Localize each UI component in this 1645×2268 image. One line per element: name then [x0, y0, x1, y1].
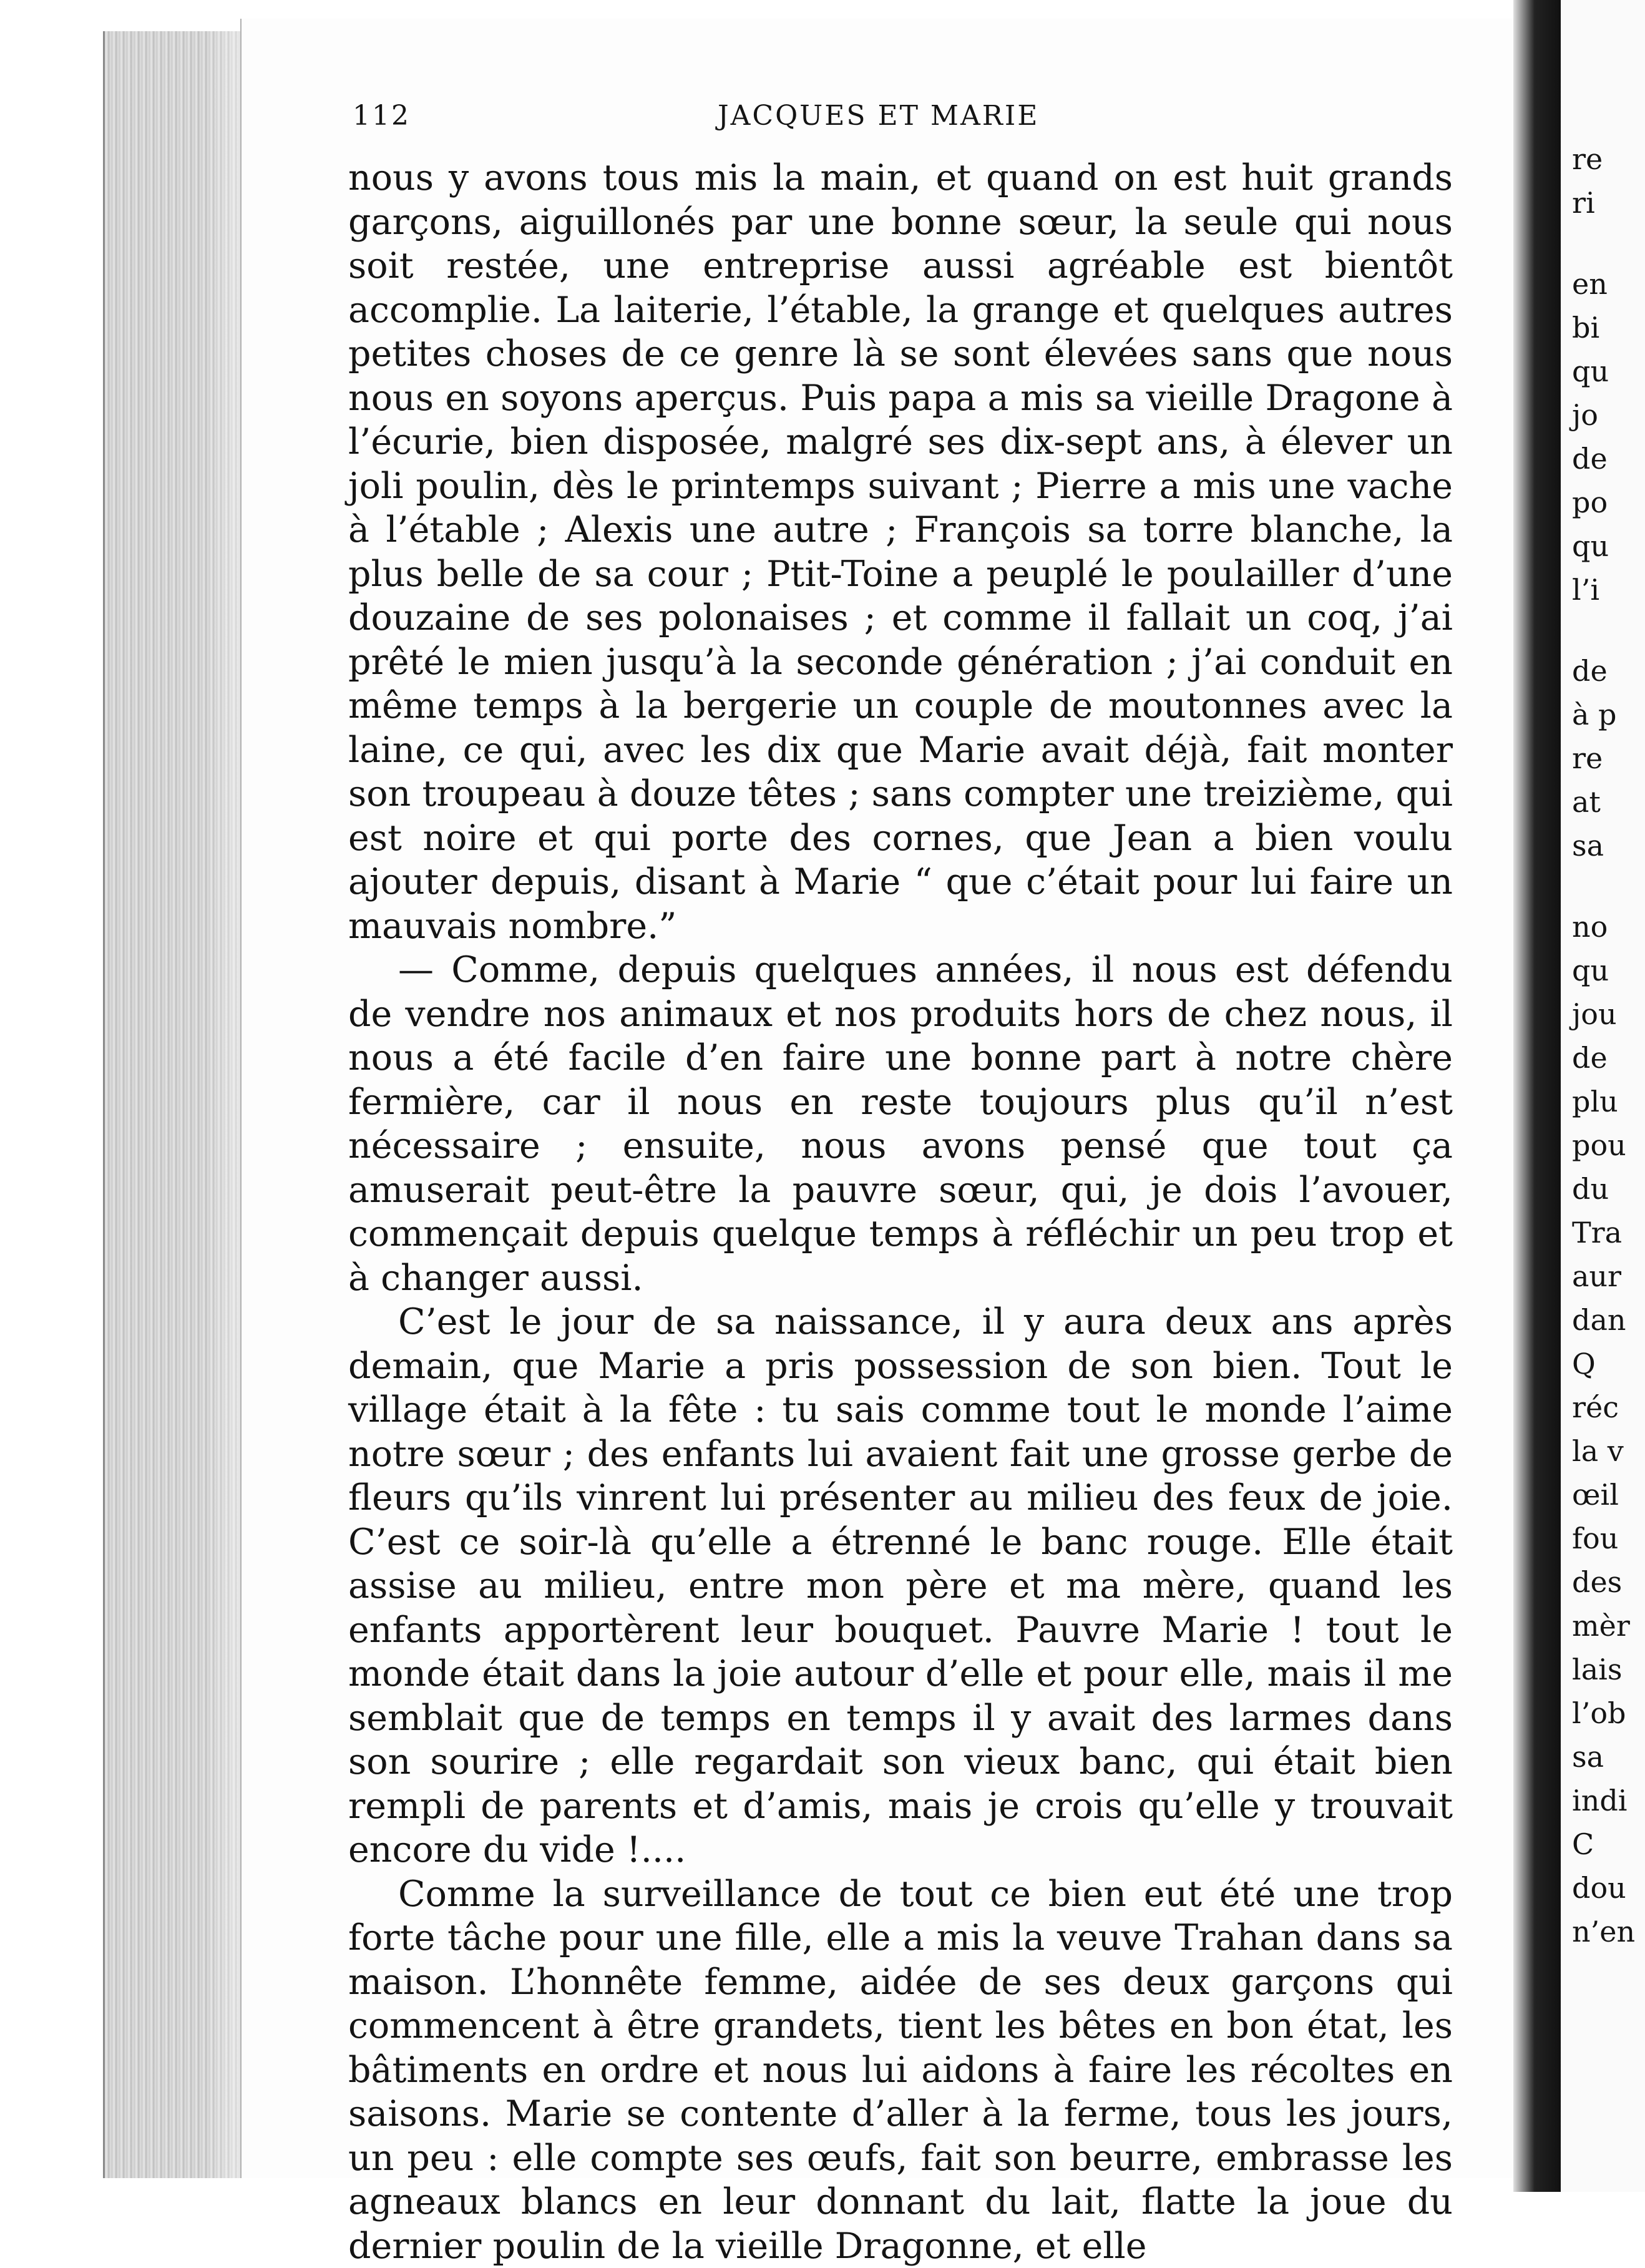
next-page-line: ri [1572, 188, 1595, 217]
page-body-text [348, 156, 1453, 2268]
next-page-line: l’ob [1572, 1699, 1626, 1728]
next-page-line: po [1572, 488, 1608, 517]
next-page-line: no [1572, 912, 1608, 941]
paragraph-4: Comme la surveillance de tout ce bien eut été une trop forte tâche pour une fille, elle a mis la veuve Trahan dans sa maison. L’honnête femme, aidée de ses deux garçons qui commencent à être grandets, tient les bêtes en bon état, les bâtiments en ordre et nous lui aidons à faire les récoltes en saisons. Marie se contente d’aller à la ferme, tous les jours, un peu : elle compte ses œufs, fait son beurre, embrasse les agneaux blancs en leur donnant du lait, flatte la joue du dernier poulin de la vieille Dragonne, et elle [348, 1872, 1453, 2268]
next-page-line: des [1572, 1568, 1622, 1596]
next-page-line: qu [1572, 956, 1609, 985]
next-page-line: C [1572, 1830, 1594, 1859]
next-page-line: réc [1572, 1393, 1619, 1422]
next-page-line: aur [1572, 1262, 1621, 1291]
next-page-line: la v [1572, 1437, 1624, 1465]
next-page-line: l’i [1572, 575, 1599, 604]
next-page-line: at [1572, 788, 1601, 816]
next-page-line: plu [1572, 1087, 1618, 1116]
next-page-line: re [1572, 744, 1603, 773]
next-page-line: dan [1572, 1306, 1626, 1334]
next-page-line: re [1572, 145, 1603, 174]
next-page-line: du [1572, 1175, 1609, 1203]
book-gutter [1513, 0, 1561, 2192]
next-page-line: sa [1572, 831, 1604, 860]
next-page-line: œil [1572, 1480, 1619, 1509]
next-page-line: jou [1572, 1000, 1617, 1029]
next-page-line: mèr [1572, 1611, 1630, 1640]
next-page-line: bi [1572, 313, 1599, 342]
next-page-line: pou [1572, 1131, 1626, 1160]
next-page-line: qu [1572, 357, 1609, 386]
next-page-line: qu [1572, 532, 1609, 560]
next-page-line: de [1572, 444, 1608, 473]
page-number: 112 [353, 100, 411, 132]
next-page-line: n’en [1572, 1917, 1635, 1946]
next-page-line: en [1572, 270, 1608, 298]
next-page-line: jo [1572, 401, 1598, 429]
paragraph-2: — Comme, depuis quelques années, il nous est défendu de vendre nos animaux et nos produits hors de chez nous, il nous a été facile d’en faire une bonne part à notre chère fermière, car il nous en reste toujours plus qu’il n’est nécessaire ; ensuite, nous avons pensé que tout ça amuserait peut-être la pauvre sœur, qui, je dois l’avouer, commençait depuis quelque temps à réfléchir un peu trop et à changer aussi. [348, 948, 1453, 1300]
paragraph-3: C’est le jour de sa naissance, il y aura deux ans après demain, que Marie a pris possession de son bien. Tout le village était à la fête : tu sais comme tout le monde l’aime notre sœur ; des enfants lui avaient fait une grosse gerbe de fleurs qu’ils vinrent lui présenter au milieu des feux de joie. C’est ce soir-là qu’elle a étrenné le banc rouge. Elle était assise au milieu, entre mon père et ma mère, quand les enfants apportèrent leur bouquet. Pauvre Marie ! tout le monde était dans la joie autour d’elle et pour elle, mais il me semblait que de temps en temps il y avait des larmes dans son sourire ; elle regardait son vieux banc, qui était bien rempli de parents et d’amis, mais je crois qu’elle y trouvait encore du vide !.... [348, 1300, 1453, 1872]
next-page-line: à p [1572, 700, 1617, 729]
next-page-line: Q [1572, 1349, 1596, 1378]
running-title: JACQUES ET MARIE [718, 100, 1039, 132]
next-page-line: fou [1572, 1524, 1618, 1553]
next-page-line: indi [1572, 1786, 1628, 1815]
next-page-line: de [1572, 1044, 1608, 1072]
next-page-line: sa [1572, 1743, 1604, 1771]
next-page-line: lais [1572, 1655, 1622, 1684]
next-page-line: Tra [1572, 1218, 1622, 1247]
right-book-page-fragment [1561, 0, 1645, 2192]
next-page-line: dou [1572, 1874, 1626, 1902]
next-page-line: de [1572, 657, 1608, 685]
paragraph-1: nous y avons tous mis la main, et quand on est huit grands garçons, aiguillonés par une bonne sœur, la seule qui nous soit restée, une entreprise aussi agréable est bientôt accomplie. La laiterie, l’étable, la grange et quelques autres petites choses de ce genre là se sont élevées sans que nous nous en soyons aperçus. Puis papa a mis sa vieille Dragone à l’écurie, bien disposée, malgré ses dix-sept ans, à élever un joli poulin, dès le printemps suivant ; Pierre a mis une vache à l’étable ; Alexis une autre ; François sa torre blanche, la plus belle de sa cour ; Ptit-Toine a peuplé le poulailler d’une douzaine de ses polonaises ; et comme il fallait un coq, j’ai prêté le mien jusqu’à la seconde génération ; j’ai conduit en même temps à la bergerie un couple de moutonnes avec la laine, ce qui, avec les dix que Marie avait déjà, fait monter son troupeau à douze têtes ; sans compter une treizième, qui est noire et qui porte des cornes, que Jean a bien voulu ajouter depuis, disant à Marie “ que c’était pour lui faire un mauvais nombre.” [348, 156, 1453, 948]
